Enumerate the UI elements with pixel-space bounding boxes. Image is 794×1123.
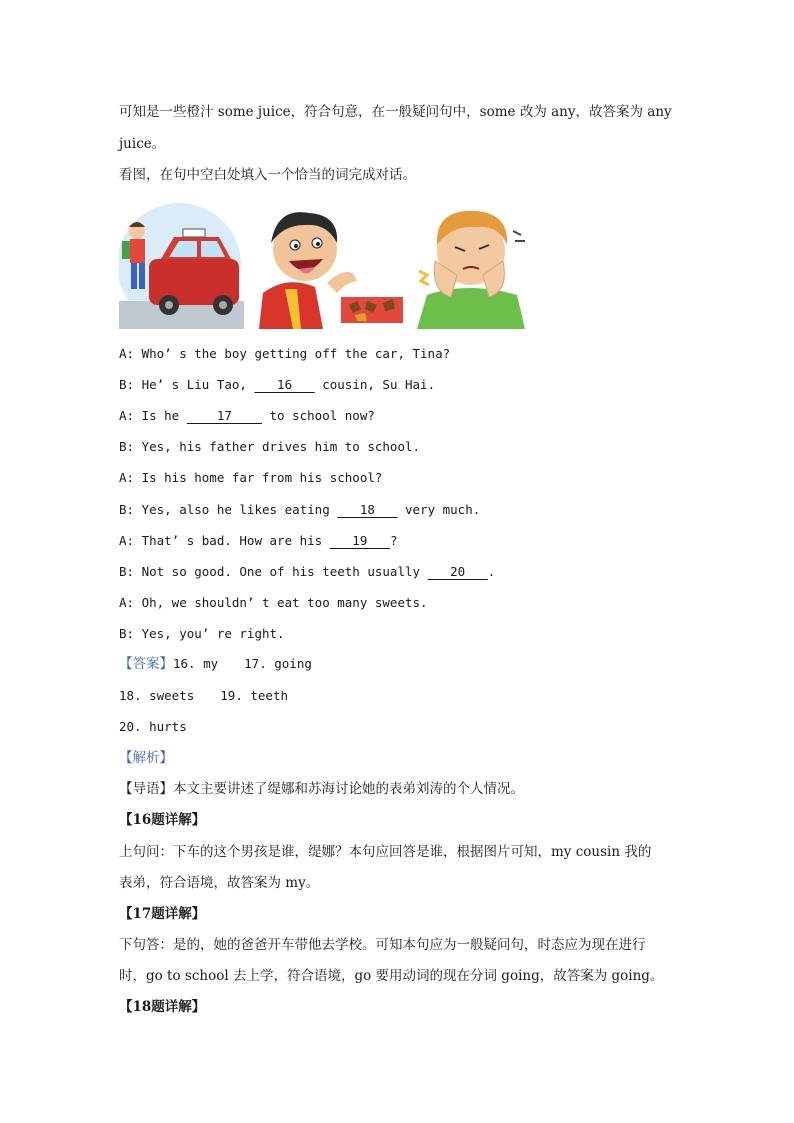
answers-line-2 [119,686,288,706]
dialogue-text: cousin, Su Hai. [314,377,436,392]
guide-paragraph [119,779,524,799]
boy-with-toothache-illustration [417,201,529,329]
dialogue-line-7 [119,531,397,551]
dialogue-line-5: A: Is his home far from his school? [119,470,383,485]
dialogue-text: B: Yes, also he likes eating [119,502,338,517]
q17-line-2: 时，go to school 去上学，符合语境，go 要用动词的现在分词 going，故答案为 going。 [119,968,664,984]
q16-line-1: 上句问：下车的这个男孩是谁，缇娜？本句应回答是谁，根据图片可知，my cousin 我的 [119,844,652,860]
boy-getting-out-of-taxi-illustration [119,201,244,329]
answer-19: 19. teeth [220,688,288,703]
intro-line-1: 可知是一些橙汁 some juice，符合句意，在一般疑问句中，some 改为 any，故答案为 any [119,104,672,120]
dialogue-line-10: B: Yes, you’ re right. [119,626,285,641]
answer-17: 17. going [244,656,312,671]
dialogue-text: ? [389,533,398,548]
q17-line-1: 下句答：是的，她的爸爸开车带他去学校。可知本句应为一般疑问句，时态应为现在进行 [119,937,646,953]
boy-eating-sweets-illustration [257,201,405,329]
guide-text: 本文主要讲述了缇娜和苏海讨论她的表弟刘涛的个人情况。 [173,781,524,797]
dialogue-line-4: B: Yes, his father drives him to school. [119,439,421,454]
blank-18: 18 [337,502,398,517]
intro-line-2: juice。 [119,136,166,152]
instruction-text: 看图，在句中空白处填入一个恰当的词完成对话。 [119,167,416,183]
dialogue-line-8 [119,562,495,582]
dialogue-text: . [487,564,496,579]
dialogue-text: B: Not so good. One of his teeth usually [119,564,428,579]
answer-18: 18. sweets [119,688,195,703]
blank-16: 16 [254,377,315,392]
q16-title: 【16题详解】 [119,812,206,828]
blank-17: 17 [186,408,262,423]
guide-label: 【导语】 [119,781,173,797]
q16-line-2: 表弟，符合语境，故答案为 my。 [119,875,320,891]
dialogue-line-6 [119,500,480,520]
answer-16: 16. my [173,656,219,671]
dialogue-text: A: That’ s bad. How are his [119,533,330,548]
answer-label: 【答案】 [119,656,173,672]
dialogue-line-1: A: Who’ s the boy getting off the car, Tina? [119,346,451,361]
q18-title: 【18题详解】 [119,999,206,1015]
dialogue-text: A: Is he [119,408,187,423]
dialogue-text: very much. [397,502,481,517]
answers-line-1 [119,654,312,674]
dialogue-line-3 [119,406,375,426]
dialogue-text: B: He’ s Liu Tao, [119,377,255,392]
blank-20: 20 [427,564,488,579]
q17-title: 【17题详解】 [119,906,206,922]
analysis-label: 【解析】 [119,750,173,766]
dialogue-line-2 [119,375,435,395]
answer-20: 20. hurts [119,719,187,734]
picture-strip [119,201,529,329]
dialogue-text: to school now? [262,408,375,423]
blank-19: 19 [329,533,390,548]
dialogue-line-9: A: Oh, we shouldn’ t eat too many sweets. [119,595,428,610]
